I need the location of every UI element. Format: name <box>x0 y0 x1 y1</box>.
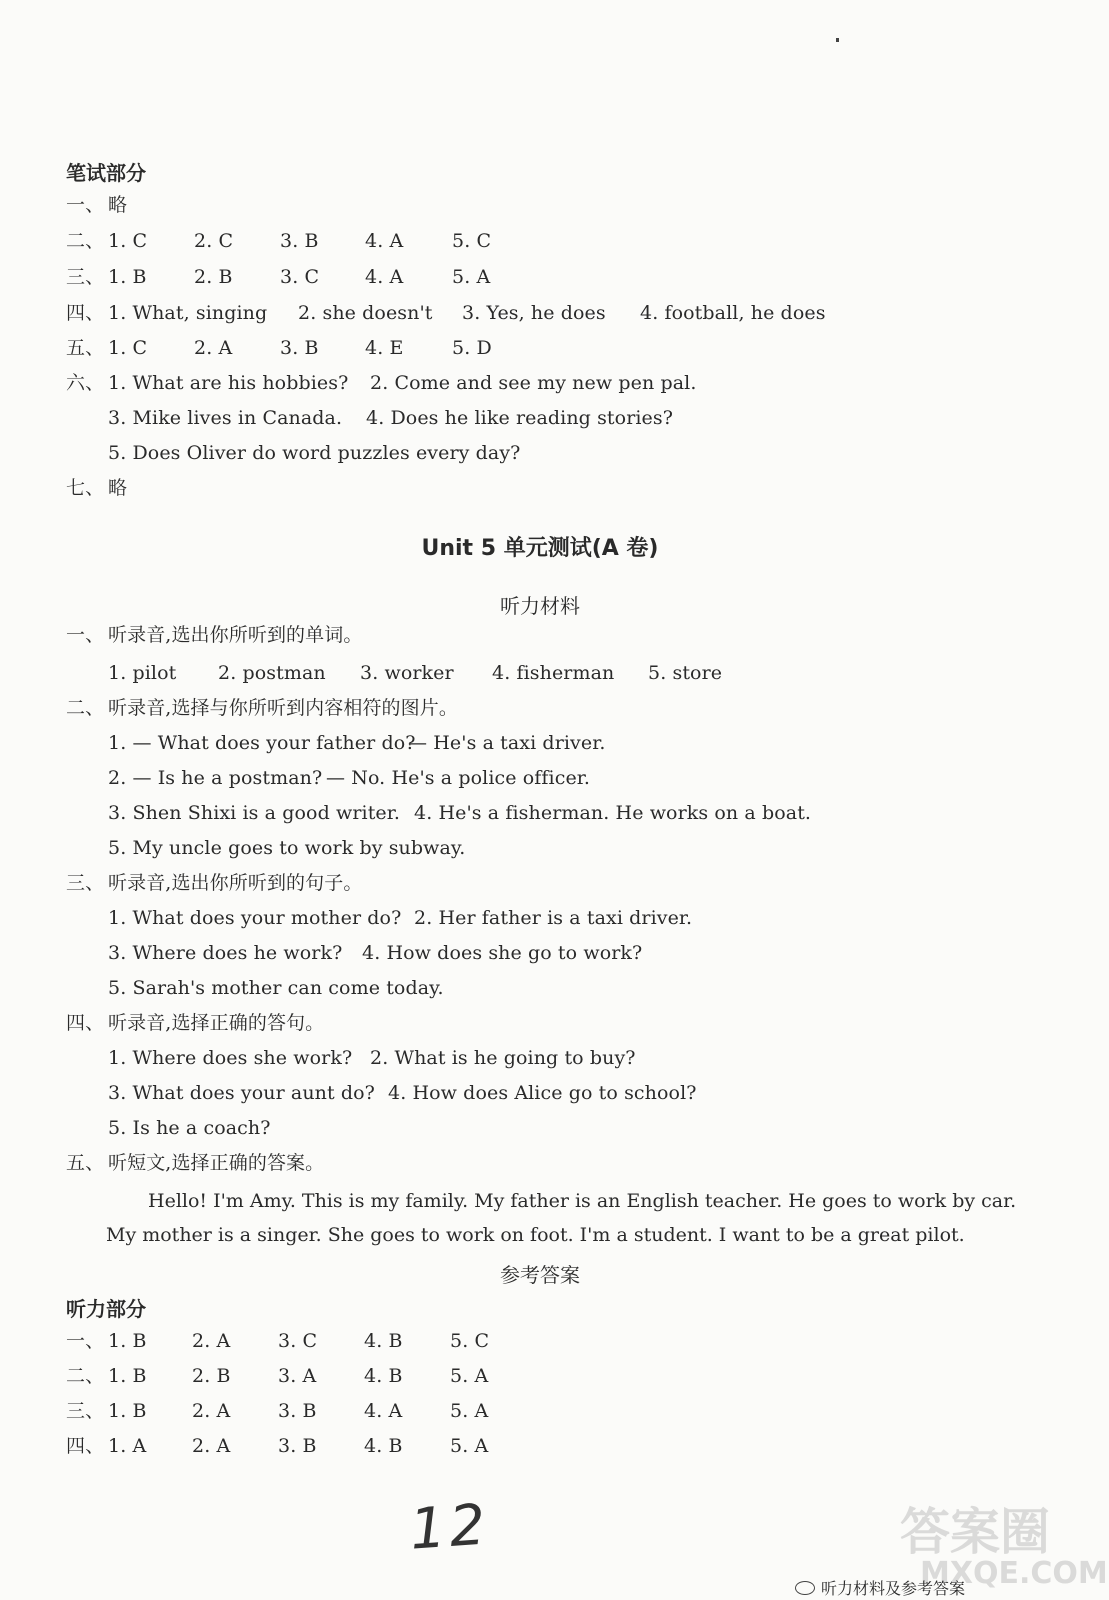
row-number: 一、 <box>66 624 105 646</box>
listening-passage: Hello! I'm Amy. This is my family. My father is an English teacher. He goes to work by car. My mother is a singer. She goes to work on foot. I'm a student. I want to be a great pilot. <box>106 1190 1017 1246</box>
handwritten-page-number: 12 <box>407 1492 492 1563</box>
footer-label: 听力材料及参考答案 <box>821 1579 966 1598</box>
answer-item: 4. E <box>365 337 404 359</box>
row-number: 四、 <box>66 1012 105 1034</box>
item: 4. How does Alice go to school? <box>388 1082 697 1104</box>
item: — No. He's a police officer. <box>326 767 591 789</box>
answer-item: 4. B <box>364 1435 403 1457</box>
answer-item: 1. B <box>108 1400 147 1422</box>
answer-item: 4. B <box>364 1365 403 1387</box>
answer-item: 1. B <box>108 266 147 288</box>
row-number: 五、 <box>66 1152 105 1174</box>
row-number: 六、 <box>66 372 105 394</box>
answer-item: 2. A <box>194 337 233 359</box>
item: 1. — What does your father do? <box>108 732 416 754</box>
row-number: 二、 <box>66 1365 105 1387</box>
answer-item: 2. A <box>192 1330 231 1352</box>
answer-item: 5. D <box>452 337 492 359</box>
answer-item: 3. C <box>280 266 320 288</box>
answer-item: 1. What are his hobbies? <box>108 372 349 394</box>
row-number: 三、 <box>66 872 105 894</box>
answer-item: 1. A <box>108 1435 147 1457</box>
row-number: 一、 <box>66 194 105 216</box>
item: 2. Her father is a taxi driver. <box>414 907 693 929</box>
answer-item: 4. A <box>364 1400 403 1422</box>
row-number: 二、 <box>66 230 105 252</box>
item: 5. Sarah's mother can come today. <box>108 977 444 999</box>
instruction: 听短文,选择正确的答案。 <box>108 1152 325 1174</box>
answer-item: 5. Does Oliver do word puzzles every day? <box>108 442 521 464</box>
answer-item: 5. A <box>450 1435 489 1457</box>
item: 3. Shen Shixi is a good writer. <box>108 802 401 824</box>
row-number: 五、 <box>66 337 105 359</box>
unit-title: Unit 5 单元测试(A 卷) <box>421 536 659 561</box>
listening-answers-subheading: 听力部分 <box>66 1297 146 1321</box>
answer-item: 5. C <box>452 230 492 252</box>
row-number: 四、 <box>66 302 105 324</box>
answer-item: 4. A <box>365 230 404 252</box>
answer-item: 2. A <box>192 1400 231 1422</box>
item: 4. fisherman <box>492 662 615 684</box>
watermark-url-text: MXQE.COM <box>920 1556 1108 1591</box>
instruction: 听录音,选出你所听到的句子。 <box>108 872 363 894</box>
book-logo-icon <box>795 1581 815 1595</box>
instruction: 听录音,选出你所听到的单词。 <box>108 624 363 646</box>
item: 3. What does your aunt do? <box>108 1082 375 1104</box>
written-section-heading: 笔试部分 <box>66 161 146 185</box>
answer-item: 5. A <box>450 1400 489 1422</box>
scan-speck <box>836 38 839 42</box>
item: 2. What is he going to buy? <box>370 1047 636 1069</box>
item: 1. What does your mother do? <box>108 907 402 929</box>
instruction: 听录音,选择正确的答句。 <box>108 1012 325 1034</box>
answer-item: 1. C <box>108 230 148 252</box>
answer-item: 3. B <box>278 1400 317 1422</box>
answer-item: 2. she doesn't <box>298 302 433 324</box>
item: 1. Where does she work? <box>108 1047 353 1069</box>
answer-item: 3. C <box>278 1330 318 1352</box>
item: 5. Is he a coach? <box>108 1117 271 1139</box>
answer-item: 3. Yes, he does <box>462 302 606 324</box>
answer-item: 1. What, singing <box>108 302 268 324</box>
answer-item: 5. A <box>452 266 491 288</box>
answer-item: 略 <box>108 194 128 216</box>
item: 4. How does she go to work? <box>362 942 643 964</box>
row-number: 二、 <box>66 697 105 719</box>
answers-heading: 参考答案 <box>500 1263 580 1287</box>
answer-item: 5. A <box>450 1365 489 1387</box>
item: 1. pilot <box>108 662 177 684</box>
answer-item: 4. B <box>364 1330 403 1352</box>
item: 2. postman <box>218 662 326 684</box>
item: 5. store <box>648 662 723 684</box>
answer-item: 2. A <box>192 1435 231 1457</box>
listening-material-heading: 听力材料 <box>500 594 580 618</box>
answer-item: 5. C <box>450 1330 490 1352</box>
row-number: 一、 <box>66 1330 105 1352</box>
row-number: 七、 <box>66 477 105 499</box>
answer-item: 略 <box>108 477 128 499</box>
item: 3. worker <box>360 662 454 684</box>
answer-item: 1. C <box>108 337 148 359</box>
row-number: 四、 <box>66 1435 105 1457</box>
row-number: 三、 <box>66 266 105 288</box>
answer-item: 2. B <box>194 266 233 288</box>
row-number: 三、 <box>66 1400 105 1422</box>
answer-item: 3. B <box>280 337 319 359</box>
answer-item: 4. Does he like reading stories? <box>366 407 674 429</box>
answer-item: 4. football, he does <box>640 302 826 324</box>
answer-item: 1. B <box>108 1365 147 1387</box>
answer-item: 3. B <box>278 1435 317 1457</box>
item: — He's a taxi driver. <box>408 732 606 754</box>
answer-item: 1. B <box>108 1330 147 1352</box>
answer-item: 2. C <box>194 230 234 252</box>
instruction: 听录音,选择与你所听到内容相符的图片。 <box>108 697 458 719</box>
answer-item: 3. B <box>280 230 319 252</box>
item: 5. My uncle goes to work by subway. <box>108 837 466 859</box>
item: 2. — Is he a postman? <box>108 767 323 789</box>
answer-item: 4. A <box>365 266 404 288</box>
answer-item: 2. Come and see my new pen pal. <box>370 372 697 394</box>
page-footer <box>795 1576 965 1599</box>
answer-item: 2. B <box>192 1365 231 1387</box>
answer-item: 3. A <box>278 1365 317 1387</box>
watermark-main-text: 答案圈 <box>900 1503 1050 1561</box>
item: 3. Where does he work? <box>108 942 343 964</box>
item: 4. He's a fisherman. He works on a boat. <box>414 802 812 824</box>
answer-item: 3. Mike lives in Canada. <box>108 407 343 429</box>
